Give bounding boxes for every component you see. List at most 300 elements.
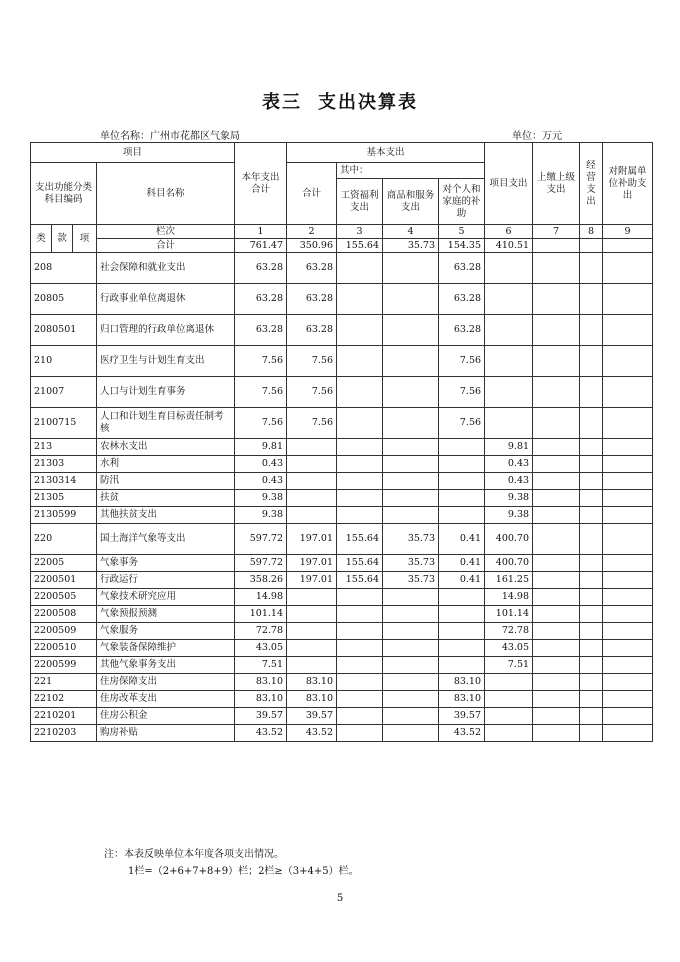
row-value: 35.73 xyxy=(383,524,439,555)
row-value xyxy=(580,408,603,439)
row-value xyxy=(337,284,383,315)
row-value xyxy=(580,606,603,623)
table-row xyxy=(31,674,653,691)
row-value xyxy=(383,640,439,657)
colnum: 5 xyxy=(439,225,485,239)
row-value xyxy=(603,377,653,408)
row-value xyxy=(580,490,603,507)
row-value xyxy=(287,589,337,606)
row-value xyxy=(485,674,533,691)
table-row xyxy=(31,572,653,589)
colnum: 3 xyxy=(337,225,383,239)
row-value xyxy=(580,473,603,490)
row-subject-name: 社会保障和就业支出 xyxy=(97,253,235,284)
row-value xyxy=(580,346,603,377)
row-value xyxy=(485,346,533,377)
header-business: 经营支出 xyxy=(580,143,603,225)
row-value xyxy=(383,691,439,708)
row-value xyxy=(383,708,439,725)
row-value xyxy=(580,725,603,742)
row-value xyxy=(580,640,603,657)
row-value: 83.10 xyxy=(235,674,287,691)
row-value: 7.56 xyxy=(439,346,485,377)
row-value: 155.64 xyxy=(337,555,383,572)
title-table-name: 支出决算表 xyxy=(318,92,418,113)
row-value xyxy=(533,524,580,555)
row-subject-name: 气象技术研究应用 xyxy=(97,589,235,606)
row-value: 9.38 xyxy=(235,507,287,524)
row-value xyxy=(603,490,653,507)
row-code: 2130599 xyxy=(31,507,97,524)
row-value xyxy=(580,589,603,606)
table-row xyxy=(31,473,653,490)
row-value xyxy=(580,572,603,589)
row-value xyxy=(383,315,439,346)
row-value xyxy=(603,606,653,623)
row-code: 2210203 xyxy=(31,725,97,742)
row-value: 9.38 xyxy=(235,490,287,507)
page-title xyxy=(0,88,680,114)
row-value xyxy=(533,473,580,490)
row-value: 597.72 xyxy=(235,524,287,555)
row-value xyxy=(383,456,439,473)
row-value xyxy=(603,456,653,473)
colnum: 8 xyxy=(580,225,603,239)
header-year-total: 本年支出合计 xyxy=(235,143,287,225)
row-value: 9.81 xyxy=(235,439,287,456)
header-kuan: 款 xyxy=(52,225,73,253)
row-value xyxy=(439,606,485,623)
row-value: 14.98 xyxy=(235,589,287,606)
row-value: 161.25 xyxy=(485,572,533,589)
colnum: 2 xyxy=(287,225,337,239)
row-value xyxy=(580,555,603,572)
unit-name: 单位名称：广州市花都区气象局 xyxy=(100,131,240,142)
row-value: 9.81 xyxy=(485,439,533,456)
row-value: 358.26 xyxy=(235,572,287,589)
row-value xyxy=(533,708,580,725)
row-code: 221 xyxy=(31,674,97,691)
row-subject-name: 扶贫 xyxy=(97,490,235,507)
header-personal: 对个人和家庭的补助 xyxy=(439,179,485,225)
row-value xyxy=(485,377,533,408)
row-value xyxy=(383,377,439,408)
row-value: 35.73 xyxy=(383,572,439,589)
row-value: 7.56 xyxy=(287,408,337,439)
row-value xyxy=(287,606,337,623)
row-value: 43.52 xyxy=(439,725,485,742)
row-subject-name: 住房保障支出 xyxy=(97,674,235,691)
row-value xyxy=(603,284,653,315)
table-row xyxy=(31,524,653,555)
row-value xyxy=(383,589,439,606)
header-subsidy: 对附属单位补助支出 xyxy=(603,143,653,225)
table-row xyxy=(31,589,653,606)
row-value xyxy=(337,657,383,674)
row-value xyxy=(533,623,580,640)
header-project: 项目支出 xyxy=(485,143,533,225)
row-value xyxy=(603,572,653,589)
row-code: 2200508 xyxy=(31,606,97,623)
header-wage: 工资福利支出 xyxy=(337,179,383,225)
row-value xyxy=(383,408,439,439)
row-value xyxy=(603,507,653,524)
row-value xyxy=(580,284,603,315)
row-value xyxy=(337,315,383,346)
header-row-1 xyxy=(31,143,653,163)
row-value xyxy=(337,589,383,606)
row-subject-name: 气象服务 xyxy=(97,623,235,640)
row-value: 63.28 xyxy=(235,284,287,315)
colnum: 4 xyxy=(383,225,439,239)
row-code: 210 xyxy=(31,346,97,377)
row-value: 7.56 xyxy=(439,408,485,439)
row-value xyxy=(383,725,439,742)
row-value: 43.05 xyxy=(235,640,287,657)
row-value xyxy=(485,315,533,346)
row-value xyxy=(287,640,337,657)
row-subject-name: 农林水支出 xyxy=(97,439,235,456)
header-upper: 上缴上级支出 xyxy=(533,143,580,225)
row-value xyxy=(287,439,337,456)
row-value xyxy=(287,507,337,524)
row-value: 63.28 xyxy=(287,284,337,315)
row-value xyxy=(603,439,653,456)
row-value xyxy=(439,589,485,606)
row-value xyxy=(580,524,603,555)
row-value xyxy=(337,691,383,708)
row-value: 155.64 xyxy=(337,524,383,555)
total-row xyxy=(31,239,653,253)
row-value xyxy=(603,555,653,572)
row-code: 22005 xyxy=(31,555,97,572)
row-value: 39.57 xyxy=(287,708,337,725)
colnum: 1 xyxy=(235,225,287,239)
table-row xyxy=(31,555,653,572)
unit-money: 单位：万元 xyxy=(512,131,562,142)
page-number: 5 xyxy=(336,893,344,904)
row-value: 197.01 xyxy=(287,524,337,555)
row-value: 39.57 xyxy=(235,708,287,725)
row-value: 101.14 xyxy=(235,606,287,623)
row-code: 2200509 xyxy=(31,623,97,640)
row-value: 83.10 xyxy=(439,674,485,691)
header-row-colnums xyxy=(31,225,653,239)
colnum: 7 xyxy=(533,225,580,239)
row-value xyxy=(533,640,580,657)
table-row xyxy=(31,606,653,623)
row-code: 21303 xyxy=(31,456,97,473)
row-value xyxy=(603,408,653,439)
row-value xyxy=(287,456,337,473)
row-value xyxy=(603,346,653,377)
row-code: 2080501 xyxy=(31,315,97,346)
row-value: 9.38 xyxy=(485,507,533,524)
row-value: 63.28 xyxy=(439,253,485,284)
row-subject-name: 水利 xyxy=(97,456,235,473)
row-value: 14.98 xyxy=(485,589,533,606)
row-code: 21007 xyxy=(31,377,97,408)
row-value xyxy=(439,507,485,524)
row-code: 20805 xyxy=(31,284,97,315)
row-subject-name: 行政运行 xyxy=(97,572,235,589)
header-goods: 商品和服务支出 xyxy=(383,179,439,225)
row-code: 2200599 xyxy=(31,657,97,674)
row-value: 83.10 xyxy=(287,674,337,691)
row-code: 2200510 xyxy=(31,640,97,657)
row-value xyxy=(533,572,580,589)
table-row xyxy=(31,315,653,346)
row-value xyxy=(485,284,533,315)
row-value xyxy=(383,346,439,377)
row-value xyxy=(439,623,485,640)
total-cell xyxy=(580,239,603,253)
row-code: 208 xyxy=(31,253,97,284)
row-value: 0.41 xyxy=(439,524,485,555)
row-value xyxy=(603,589,653,606)
header-basic: 基本支出 xyxy=(287,143,485,163)
row-value xyxy=(337,507,383,524)
row-value xyxy=(439,456,485,473)
row-value: 0.43 xyxy=(235,473,287,490)
row-value xyxy=(533,315,580,346)
row-value xyxy=(603,623,653,640)
row-value: 0.41 xyxy=(439,555,485,572)
row-value xyxy=(533,507,580,524)
row-code: 2100715 xyxy=(31,408,97,439)
row-value xyxy=(439,439,485,456)
row-value xyxy=(383,674,439,691)
colnum: 6 xyxy=(485,225,533,239)
row-subject-name: 国土海洋气象等支出 xyxy=(97,524,235,555)
row-value xyxy=(337,490,383,507)
row-value xyxy=(603,725,653,742)
total-cell: 761.47 xyxy=(235,239,287,253)
row-value xyxy=(337,606,383,623)
row-value xyxy=(337,473,383,490)
row-code: 220 xyxy=(31,524,97,555)
header-item: 项目 xyxy=(31,143,235,163)
row-value xyxy=(337,623,383,640)
row-value: 72.78 xyxy=(485,623,533,640)
note-line-2: 1栏=（2+6+7+8+9）栏；2栏≥（3+4+5）栏。 xyxy=(128,866,359,877)
row-subject-name: 归口管理的行政单位离退休 xyxy=(97,315,235,346)
row-value xyxy=(533,253,580,284)
row-value xyxy=(383,439,439,456)
row-value xyxy=(485,725,533,742)
title-table-number: 表三 xyxy=(262,92,302,113)
row-value xyxy=(603,674,653,691)
row-value: 197.01 xyxy=(287,572,337,589)
row-value xyxy=(533,691,580,708)
row-value xyxy=(287,490,337,507)
total-label: 合计 xyxy=(97,239,235,253)
table-row xyxy=(31,708,653,725)
row-value: 0.41 xyxy=(439,572,485,589)
row-code: 2130314 xyxy=(31,473,97,490)
row-value: 7.51 xyxy=(485,657,533,674)
row-subject-name: 购房补贴 xyxy=(97,725,235,742)
total-cell: 154.35 xyxy=(439,239,485,253)
row-value: 63.28 xyxy=(235,315,287,346)
row-value: 39.57 xyxy=(439,708,485,725)
header-xiang: 项 xyxy=(73,225,97,253)
row-subject-name: 其他扶贫支出 xyxy=(97,507,235,524)
row-value xyxy=(337,456,383,473)
row-subject-name: 住房公积金 xyxy=(97,708,235,725)
row-value xyxy=(439,490,485,507)
row-value xyxy=(580,507,603,524)
row-subject-name: 行政事业单位离退休 xyxy=(97,284,235,315)
row-value xyxy=(603,473,653,490)
row-value xyxy=(533,589,580,606)
table-row xyxy=(31,284,653,315)
row-value xyxy=(533,377,580,408)
row-value xyxy=(533,606,580,623)
row-value: 72.78 xyxy=(235,623,287,640)
row-value xyxy=(580,674,603,691)
row-value: 7.56 xyxy=(287,346,337,377)
row-value xyxy=(383,253,439,284)
row-value xyxy=(533,439,580,456)
row-value xyxy=(383,623,439,640)
row-value xyxy=(337,674,383,691)
row-value: 63.28 xyxy=(439,284,485,315)
row-value: 0.43 xyxy=(485,456,533,473)
total-cell xyxy=(533,239,580,253)
table-row xyxy=(31,408,653,439)
row-value xyxy=(580,708,603,725)
row-subject-name: 气象预报预测 xyxy=(97,606,235,623)
row-value xyxy=(533,725,580,742)
table-body xyxy=(31,253,653,742)
total-cell: 155.64 xyxy=(337,239,383,253)
row-value xyxy=(533,408,580,439)
table-row xyxy=(31,490,653,507)
row-value xyxy=(533,456,580,473)
row-value xyxy=(287,473,337,490)
row-subject-name: 气象事务 xyxy=(97,555,235,572)
row-value: 155.64 xyxy=(337,572,383,589)
row-code: 21305 xyxy=(31,490,97,507)
row-value xyxy=(287,657,337,674)
row-value: 400.70 xyxy=(485,524,533,555)
row-value xyxy=(485,253,533,284)
table-row xyxy=(31,691,653,708)
row-value xyxy=(485,691,533,708)
row-value: 0.43 xyxy=(235,456,287,473)
total-cell: 350.96 xyxy=(287,239,337,253)
row-value: 101.14 xyxy=(485,606,533,623)
expenditure-table xyxy=(30,142,653,742)
row-value xyxy=(439,473,485,490)
row-value xyxy=(533,284,580,315)
header-lanci: 栏次 xyxy=(97,225,235,239)
total-cell xyxy=(603,239,653,253)
row-value: 63.28 xyxy=(287,253,337,284)
table-row xyxy=(31,507,653,524)
row-value xyxy=(580,657,603,674)
header-basic-sum: 合计 xyxy=(287,163,337,225)
row-subject-name: 其他气象事务支出 xyxy=(97,657,235,674)
table-row xyxy=(31,253,653,284)
row-value xyxy=(383,657,439,674)
table-row xyxy=(31,725,653,742)
row-value xyxy=(603,708,653,725)
row-value xyxy=(533,490,580,507)
row-value xyxy=(383,606,439,623)
row-value xyxy=(580,439,603,456)
header-among: 其中： xyxy=(337,163,485,179)
row-code: 2210201 xyxy=(31,708,97,725)
row-value xyxy=(580,623,603,640)
row-value: 63.28 xyxy=(439,315,485,346)
row-value: 83.10 xyxy=(235,691,287,708)
row-code: 22102 xyxy=(31,691,97,708)
total-cell: 410.51 xyxy=(485,239,533,253)
row-subject-name: 防汛 xyxy=(97,473,235,490)
row-subject-name: 人口与计划生育事务 xyxy=(97,377,235,408)
row-value: 597.72 xyxy=(235,555,287,572)
row-code: 2200501 xyxy=(31,572,97,589)
row-value xyxy=(383,473,439,490)
row-value xyxy=(337,640,383,657)
row-value xyxy=(485,708,533,725)
row-value: 7.56 xyxy=(439,377,485,408)
row-value: 7.56 xyxy=(235,346,287,377)
row-value: 7.56 xyxy=(235,377,287,408)
row-value xyxy=(337,346,383,377)
table-row xyxy=(31,456,653,473)
table-row xyxy=(31,623,653,640)
row-value xyxy=(337,408,383,439)
table-row xyxy=(31,640,653,657)
row-subject-name: 气象装备保障维护 xyxy=(97,640,235,657)
row-code: 2200505 xyxy=(31,589,97,606)
row-value xyxy=(603,253,653,284)
row-value xyxy=(439,640,485,657)
row-value xyxy=(580,377,603,408)
row-value: 0.43 xyxy=(485,473,533,490)
row-value xyxy=(533,346,580,377)
row-value xyxy=(337,253,383,284)
table-row xyxy=(31,439,653,456)
row-value xyxy=(533,657,580,674)
row-value: 83.10 xyxy=(439,691,485,708)
row-subject-name: 住房改革支出 xyxy=(97,691,235,708)
row-value xyxy=(603,691,653,708)
row-value xyxy=(383,490,439,507)
row-value xyxy=(337,708,383,725)
row-value xyxy=(603,315,653,346)
row-value xyxy=(603,657,653,674)
row-value xyxy=(287,623,337,640)
table-row xyxy=(31,377,653,408)
row-value: 83.10 xyxy=(287,691,337,708)
row-value xyxy=(533,674,580,691)
table-row xyxy=(31,346,653,377)
note-line-1: 注：本表反映单位本年度各项支出情况。 xyxy=(104,849,284,860)
row-value xyxy=(337,377,383,408)
row-value xyxy=(337,439,383,456)
colnum: 9 xyxy=(603,225,653,239)
row-value: 43.05 xyxy=(485,640,533,657)
row-value xyxy=(337,725,383,742)
row-value: 43.52 xyxy=(235,725,287,742)
row-value xyxy=(383,284,439,315)
total-cell: 35.73 xyxy=(383,239,439,253)
row-value: 7.56 xyxy=(287,377,337,408)
